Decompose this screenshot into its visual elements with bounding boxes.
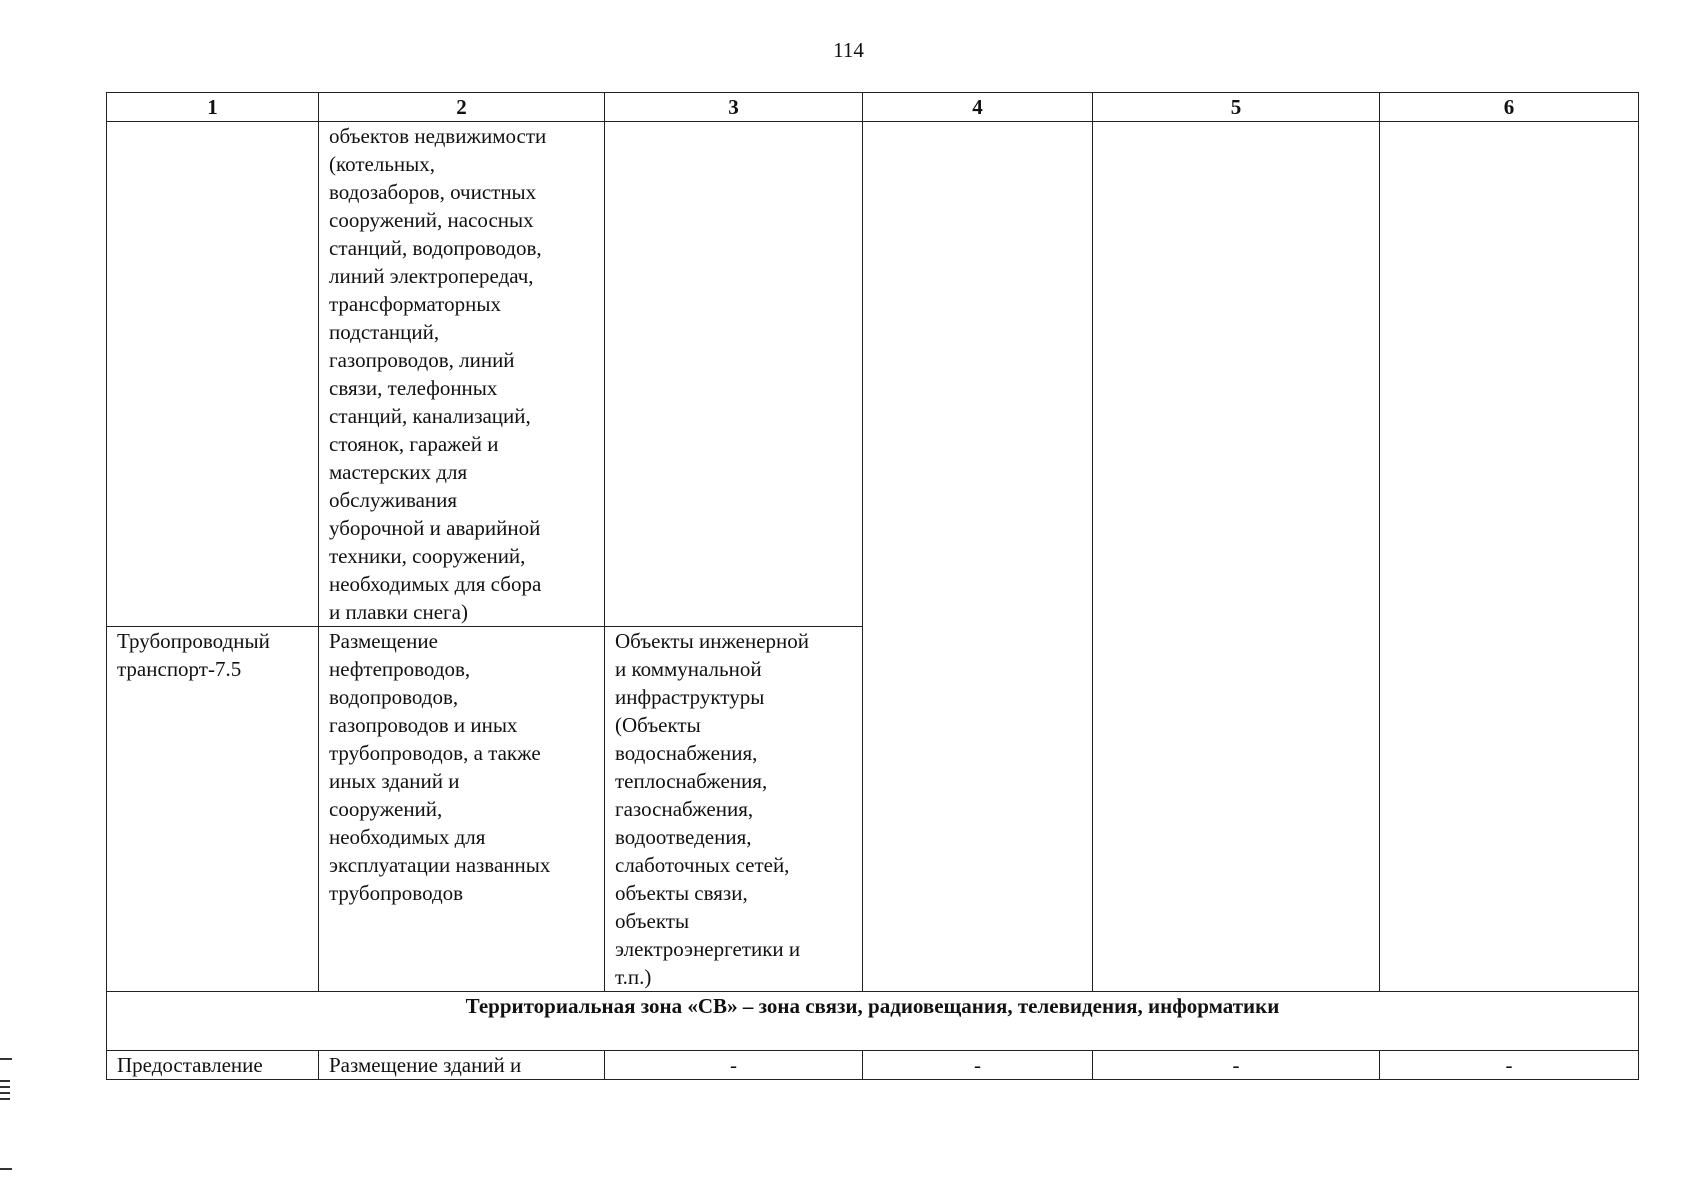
col6-empty xyxy=(1380,122,1639,992)
row1-col3 xyxy=(605,122,863,627)
table-row xyxy=(107,122,1639,627)
zone-title-row xyxy=(107,992,1639,1051)
row3-col3: - xyxy=(605,1051,863,1080)
row3-col1: Предоставление xyxy=(107,1051,319,1080)
col5-empty xyxy=(1093,122,1380,992)
col4-empty xyxy=(863,122,1093,992)
row2-col1: Трубопроводный транспорт-7.5 xyxy=(107,627,319,992)
row3-col4: - xyxy=(863,1051,1093,1080)
row1-col2: объектов недвижимости (котельных, водозаборов, очистных сооружений, насосных станций, водопроводов, линий электропередач, трансформаторных подстанций, газопроводов, линий связи, телефонных станций, канализаций, стоянок, гаражей и мастерских для обслуживания уборочной и аварийной техники, сооружений, необходимых для сбора и плавки снега) xyxy=(319,122,605,627)
header-col-3: 3 xyxy=(605,93,863,122)
header-row xyxy=(107,93,1639,122)
header-col-2: 2 xyxy=(319,93,605,122)
zoning-table xyxy=(106,92,1639,1080)
row2-col2: Размещение нефтепроводов, водопроводов, газопроводов и иных трубопроводов, а также иных зданий и сооружений, необходимых для эксплуатации названных трубопроводов xyxy=(319,627,605,992)
row1-col1 xyxy=(107,122,319,627)
page-number: 114 xyxy=(833,38,864,62)
table-row xyxy=(107,1051,1639,1080)
row3-col6: - xyxy=(1380,1051,1639,1080)
header-col-6: 6 xyxy=(1380,93,1639,122)
header-col-5: 5 xyxy=(1093,93,1380,122)
row3-col2: Размещение зданий и xyxy=(319,1051,605,1080)
header-col-4: 4 xyxy=(863,93,1093,122)
zone-title: Территориальная зона «СВ» – зона связи, радиовещания, телевидения, информатики xyxy=(107,992,1639,1051)
row3-col5: - xyxy=(1093,1051,1380,1080)
row2-col3: Объекты инженерной и коммунальной инфраструктуры (Объекты водоснабжения, теплоснабжения, газоснабжения, водоотведения, слаботочных сетей, объекты связи, объекты электроэнергетики и т.п.) xyxy=(605,627,863,992)
header-col-1: 1 xyxy=(107,93,319,122)
scan-margin-marks xyxy=(0,1058,14,1178)
